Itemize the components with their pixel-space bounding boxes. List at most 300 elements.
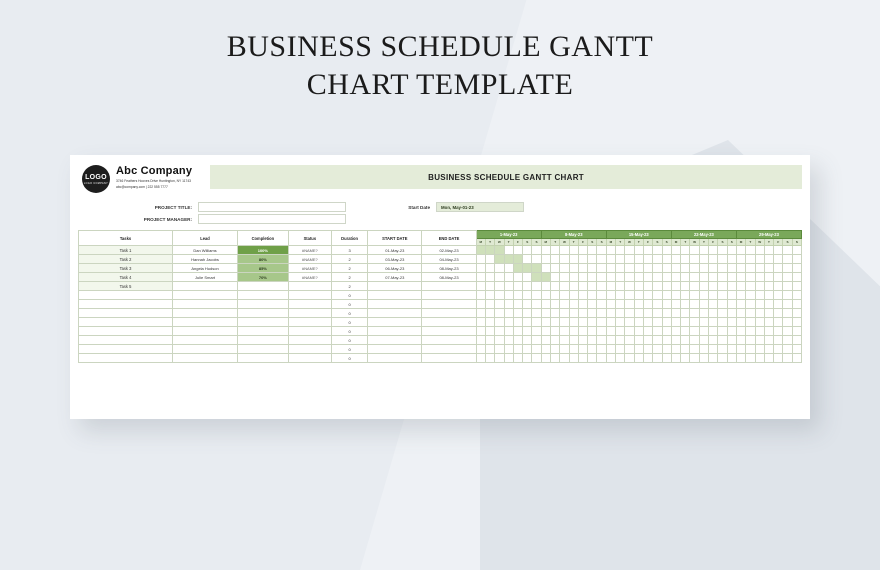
gantt-cell[interactable] — [560, 246, 569, 255]
gantt-cell[interactable] — [755, 309, 764, 318]
gantt-cell[interactable] — [616, 354, 625, 363]
cell-end-date[interactable] — [422, 300, 476, 309]
gantt-cell[interactable] — [495, 336, 504, 345]
gantt-cell[interactable] — [569, 291, 578, 300]
gantt-cell[interactable] — [709, 336, 718, 345]
gantt-cell[interactable] — [485, 282, 494, 291]
gantt-cell[interactable] — [653, 354, 662, 363]
gantt-cell[interactable] — [625, 264, 634, 273]
gantt-cell[interactable] — [699, 264, 708, 273]
gantt-cell[interactable] — [513, 255, 522, 264]
gantt-cell[interactable] — [653, 273, 662, 282]
gantt-cell[interactable] — [532, 255, 541, 264]
gantt-cell[interactable] — [616, 264, 625, 273]
gantt-cell[interactable] — [550, 282, 559, 291]
gantt-cell[interactable] — [504, 246, 513, 255]
gantt-cell[interactable] — [634, 291, 643, 300]
gantt-cell[interactable] — [606, 273, 615, 282]
cell-start-date[interactable]: 06-May-23 — [368, 264, 422, 273]
gantt-cell[interactable] — [662, 300, 671, 309]
gantt-cell[interactable] — [606, 309, 615, 318]
gantt-cell[interactable] — [792, 327, 801, 336]
gantt-cell[interactable] — [783, 264, 792, 273]
gantt-cell[interactable] — [727, 273, 736, 282]
gantt-cell[interactable] — [588, 309, 597, 318]
gantt-cell[interactable] — [746, 309, 755, 318]
gantt-cell[interactable] — [736, 327, 745, 336]
gantt-cell[interactable] — [634, 255, 643, 264]
gantt-cell[interactable] — [699, 300, 708, 309]
cell-end-date[interactable]: 08-May-23 — [422, 273, 476, 282]
gantt-cell[interactable] — [783, 255, 792, 264]
gantt-cell[interactable] — [513, 327, 522, 336]
gantt-cell[interactable] — [671, 327, 680, 336]
cell-status[interactable] — [288, 309, 331, 318]
gantt-cell[interactable] — [690, 246, 699, 255]
gantt-cell[interactable] — [718, 246, 727, 255]
gantt-cell[interactable] — [690, 354, 699, 363]
gantt-cell[interactable] — [755, 327, 764, 336]
gantt-cell[interactable] — [523, 327, 532, 336]
gantt-cell[interactable] — [476, 327, 485, 336]
gantt-cell[interactable] — [504, 264, 513, 273]
gantt-cell[interactable] — [671, 291, 680, 300]
gantt-cell[interactable] — [532, 246, 541, 255]
cell-completion[interactable] — [238, 345, 289, 354]
gantt-cell[interactable] — [588, 255, 597, 264]
gantt-cell[interactable] — [550, 327, 559, 336]
gantt-cell[interactable] — [718, 264, 727, 273]
gantt-cell[interactable] — [727, 336, 736, 345]
gantt-cell[interactable] — [588, 291, 597, 300]
gantt-cell[interactable] — [653, 282, 662, 291]
gantt-cell[interactable] — [625, 309, 634, 318]
gantt-cell[interactable] — [746, 264, 755, 273]
gantt-cell[interactable] — [532, 282, 541, 291]
gantt-cell[interactable] — [532, 300, 541, 309]
gantt-cell[interactable] — [774, 354, 783, 363]
cell-start-date[interactable] — [368, 327, 422, 336]
gantt-cell[interactable] — [662, 282, 671, 291]
gantt-cell[interactable] — [606, 282, 615, 291]
gantt-cell[interactable] — [523, 255, 532, 264]
cell-completion[interactable]: 85% — [238, 264, 289, 273]
gantt-cell[interactable] — [485, 318, 494, 327]
gantt-cell[interactable] — [495, 255, 504, 264]
gantt-cell[interactable] — [653, 255, 662, 264]
cell-end-date[interactable]: 02-May-23 — [422, 246, 476, 255]
table-row[interactable] — [79, 246, 802, 255]
cell-lead[interactable] — [172, 309, 237, 318]
gantt-cell[interactable] — [699, 291, 708, 300]
gantt-cell[interactable] — [550, 255, 559, 264]
cell-completion[interactable] — [238, 282, 289, 291]
gantt-cell[interactable] — [681, 318, 690, 327]
gantt-cell[interactable] — [709, 300, 718, 309]
gantt-cell[interactable] — [597, 264, 606, 273]
gantt-cell[interactable] — [709, 255, 718, 264]
cell-status[interactable] — [288, 345, 331, 354]
gantt-cell[interactable] — [495, 273, 504, 282]
gantt-cell[interactable] — [550, 354, 559, 363]
gantt-cell[interactable] — [643, 282, 652, 291]
gantt-cell[interactable] — [485, 327, 494, 336]
gantt-cell[interactable] — [783, 246, 792, 255]
gantt-cell[interactable] — [774, 282, 783, 291]
gantt-cell[interactable] — [541, 318, 550, 327]
gantt-cell[interactable] — [634, 327, 643, 336]
gantt-cell[interactable] — [550, 246, 559, 255]
gantt-cell[interactable] — [532, 309, 541, 318]
gantt-cell[interactable] — [588, 282, 597, 291]
gantt-cell[interactable] — [513, 273, 522, 282]
gantt-cell[interactable] — [699, 255, 708, 264]
gantt-cell[interactable] — [550, 291, 559, 300]
gantt-cell[interactable] — [746, 345, 755, 354]
cell-lead[interactable]: Dan Williams — [172, 246, 237, 255]
gantt-cell[interactable] — [718, 273, 727, 282]
gantt-cell[interactable] — [727, 354, 736, 363]
gantt-cell[interactable] — [709, 354, 718, 363]
cell-task[interactable] — [79, 291, 173, 300]
gantt-cell[interactable] — [699, 246, 708, 255]
gantt-cell[interactable] — [541, 300, 550, 309]
gantt-cell[interactable] — [523, 345, 532, 354]
gantt-cell[interactable] — [764, 282, 773, 291]
gantt-cell[interactable] — [764, 273, 773, 282]
cell-completion[interactable] — [238, 354, 289, 363]
gantt-cell[interactable] — [755, 246, 764, 255]
gantt-cell[interactable] — [541, 291, 550, 300]
gantt-cell[interactable] — [671, 273, 680, 282]
gantt-cell[interactable] — [709, 345, 718, 354]
table-row[interactable] — [79, 282, 802, 291]
gantt-cell[interactable] — [690, 282, 699, 291]
gantt-cell[interactable] — [569, 255, 578, 264]
gantt-cell[interactable] — [560, 336, 569, 345]
gantt-cell[interactable] — [643, 300, 652, 309]
gantt-cell[interactable] — [476, 318, 485, 327]
gantt-cell[interactable] — [783, 327, 792, 336]
gantt-cell[interactable] — [690, 300, 699, 309]
gantt-cell[interactable] — [681, 336, 690, 345]
gantt-cell[interactable] — [718, 291, 727, 300]
gantt-cell[interactable] — [560, 282, 569, 291]
gantt-cell[interactable] — [643, 345, 652, 354]
cell-duration[interactable]: 0 — [332, 336, 368, 345]
gantt-cell[interactable] — [727, 300, 736, 309]
gantt-cell[interactable] — [755, 264, 764, 273]
gantt-cell[interactable] — [625, 318, 634, 327]
gantt-cell[interactable] — [755, 336, 764, 345]
gantt-cell[interactable] — [709, 282, 718, 291]
gantt-cell[interactable] — [764, 264, 773, 273]
gantt-cell[interactable] — [783, 345, 792, 354]
gantt-cell[interactable] — [736, 273, 745, 282]
gantt-cell[interactable] — [495, 300, 504, 309]
gantt-cell[interactable] — [625, 345, 634, 354]
gantt-cell[interactable] — [541, 255, 550, 264]
table-row[interactable] — [79, 318, 802, 327]
cell-status[interactable] — [288, 354, 331, 363]
gantt-cell[interactable] — [653, 246, 662, 255]
cell-end-date[interactable]: 08-May-23 — [422, 264, 476, 273]
gantt-cell[interactable] — [718, 309, 727, 318]
gantt-cell[interactable] — [718, 345, 727, 354]
gantt-cell[interactable] — [764, 327, 773, 336]
gantt-cell[interactable] — [523, 246, 532, 255]
gantt-cell[interactable] — [476, 291, 485, 300]
gantt-cell[interactable] — [755, 318, 764, 327]
gantt-cell[interactable] — [532, 354, 541, 363]
cell-status[interactable]: #NAME? — [288, 255, 331, 264]
gantt-cell[interactable] — [616, 246, 625, 255]
gantt-cell[interactable] — [523, 264, 532, 273]
gantt-cell[interactable] — [476, 264, 485, 273]
gantt-cell[interactable] — [690, 264, 699, 273]
gantt-cell[interactable] — [504, 327, 513, 336]
gantt-cell[interactable] — [643, 336, 652, 345]
cell-completion[interactable] — [238, 327, 289, 336]
gantt-cell[interactable] — [532, 318, 541, 327]
gantt-cell[interactable] — [699, 318, 708, 327]
gantt-cell[interactable] — [783, 273, 792, 282]
gantt-cell[interactable] — [755, 354, 764, 363]
gantt-cell[interactable] — [727, 264, 736, 273]
gantt-cell[interactable] — [681, 282, 690, 291]
gantt-cell[interactable] — [625, 255, 634, 264]
gantt-cell[interactable] — [513, 318, 522, 327]
gantt-cell[interactable] — [755, 273, 764, 282]
gantt-cell[interactable] — [746, 300, 755, 309]
gantt-cell[interactable] — [792, 291, 801, 300]
gantt-cell[interactable] — [569, 273, 578, 282]
gantt-cell[interactable] — [578, 354, 587, 363]
gantt-cell[interactable] — [541, 282, 550, 291]
gantt-cell[interactable] — [569, 318, 578, 327]
gantt-cell[interactable] — [764, 345, 773, 354]
gantt-cell[interactable] — [643, 264, 652, 273]
cell-task[interactable]: Task 3 — [79, 264, 173, 273]
cell-end-date[interactable] — [422, 309, 476, 318]
gantt-cell[interactable] — [764, 309, 773, 318]
gantt-cell[interactable] — [736, 336, 745, 345]
cell-lead[interactable] — [172, 327, 237, 336]
gantt-cell[interactable] — [597, 282, 606, 291]
gantt-cell[interactable] — [532, 273, 541, 282]
cell-duration[interactable]: 0 — [332, 300, 368, 309]
gantt-cell[interactable] — [550, 345, 559, 354]
cell-duration[interactable]: 0 — [332, 309, 368, 318]
table-row[interactable] — [79, 273, 802, 282]
gantt-cell[interactable] — [616, 282, 625, 291]
gantt-cell[interactable] — [653, 336, 662, 345]
gantt-cell[interactable] — [755, 255, 764, 264]
cell-start-date[interactable]: 01-May-23 — [368, 246, 422, 255]
gantt-cell[interactable] — [671, 246, 680, 255]
gantt-cell[interactable] — [560, 255, 569, 264]
gantt-cell[interactable] — [616, 336, 625, 345]
table-row[interactable] — [79, 291, 802, 300]
gantt-cell[interactable] — [709, 327, 718, 336]
gantt-cell[interactable] — [504, 354, 513, 363]
gantt-cell[interactable] — [597, 354, 606, 363]
gantt-cell[interactable] — [550, 300, 559, 309]
gantt-cell[interactable] — [578, 318, 587, 327]
gantt-cell[interactable] — [578, 246, 587, 255]
project-title-input[interactable] — [198, 202, 346, 212]
gantt-cell[interactable] — [569, 282, 578, 291]
gantt-cell[interactable] — [792, 255, 801, 264]
gantt-cell[interactable] — [634, 309, 643, 318]
cell-start-date[interactable] — [368, 345, 422, 354]
gantt-cell[interactable] — [718, 300, 727, 309]
gantt-cell[interactable] — [709, 246, 718, 255]
cell-completion[interactable]: 80% — [238, 255, 289, 264]
gantt-cell[interactable] — [541, 336, 550, 345]
gantt-cell[interactable] — [671, 309, 680, 318]
gantt-cell[interactable] — [681, 354, 690, 363]
gantt-cell[interactable] — [736, 255, 745, 264]
gantt-cell[interactable] — [578, 255, 587, 264]
gantt-cell[interactable] — [792, 345, 801, 354]
gantt-cell[interactable] — [755, 345, 764, 354]
gantt-cell[interactable] — [625, 282, 634, 291]
gantt-cell[interactable] — [643, 255, 652, 264]
gantt-cell[interactable] — [578, 309, 587, 318]
gantt-cell[interactable] — [662, 273, 671, 282]
cell-completion[interactable]: 100% — [238, 246, 289, 255]
gantt-cell[interactable] — [504, 282, 513, 291]
gantt-cell[interactable] — [625, 273, 634, 282]
gantt-cell[interactable] — [485, 309, 494, 318]
gantt-cell[interactable] — [504, 273, 513, 282]
cell-end-date[interactable]: 04-May-23 — [422, 255, 476, 264]
gantt-cell[interactable] — [523, 282, 532, 291]
gantt-cell[interactable] — [588, 345, 597, 354]
gantt-cell[interactable] — [634, 336, 643, 345]
cell-status[interactable] — [288, 300, 331, 309]
gantt-cell[interactable] — [616, 345, 625, 354]
gantt-cell[interactable] — [690, 255, 699, 264]
gantt-cell[interactable] — [541, 273, 550, 282]
gantt-cell[interactable] — [783, 336, 792, 345]
gantt-cell[interactable] — [792, 246, 801, 255]
cell-duration[interactable]: 0 — [332, 291, 368, 300]
cell-duration[interactable]: 0 — [332, 354, 368, 363]
cell-status[interactable] — [288, 318, 331, 327]
gantt-cell[interactable] — [606, 345, 615, 354]
gantt-cell[interactable] — [523, 336, 532, 345]
cell-status[interactable] — [288, 282, 331, 291]
gantt-cell[interactable] — [606, 318, 615, 327]
gantt-cell[interactable] — [597, 336, 606, 345]
gantt-cell[interactable] — [774, 345, 783, 354]
gantt-cell[interactable] — [560, 273, 569, 282]
gantt-cell[interactable] — [764, 255, 773, 264]
gantt-cell[interactable] — [774, 273, 783, 282]
gantt-cell[interactable] — [727, 282, 736, 291]
gantt-cell[interactable] — [783, 318, 792, 327]
gantt-cell[interactable] — [764, 354, 773, 363]
gantt-cell[interactable] — [718, 354, 727, 363]
cell-start-date[interactable] — [368, 354, 422, 363]
cell-status[interactable]: #NAME? — [288, 246, 331, 255]
gantt-cell[interactable] — [513, 282, 522, 291]
gantt-cell[interactable] — [588, 336, 597, 345]
gantt-cell[interactable] — [606, 300, 615, 309]
gantt-cell[interactable] — [606, 336, 615, 345]
gantt-cell[interactable] — [578, 327, 587, 336]
gantt-cell[interactable] — [634, 246, 643, 255]
gantt-cell[interactable] — [495, 246, 504, 255]
gantt-cell[interactable] — [662, 255, 671, 264]
gantt-cell[interactable] — [634, 300, 643, 309]
gantt-cell[interactable] — [560, 354, 569, 363]
cell-task[interactable] — [79, 309, 173, 318]
gantt-cell[interactable] — [662, 246, 671, 255]
cell-completion[interactable]: 70% — [238, 273, 289, 282]
gantt-cell[interactable] — [783, 291, 792, 300]
gantt-cell[interactable] — [783, 354, 792, 363]
gantt-cell[interactable] — [532, 264, 541, 273]
gantt-cell[interactable] — [653, 318, 662, 327]
gantt-cell[interactable] — [597, 327, 606, 336]
cell-end-date[interactable] — [422, 318, 476, 327]
gantt-cell[interactable] — [727, 246, 736, 255]
gantt-cell[interactable] — [523, 354, 532, 363]
cell-end-date[interactable] — [422, 282, 476, 291]
cell-start-date[interactable]: 07-May-23 — [368, 273, 422, 282]
cell-start-date[interactable] — [368, 318, 422, 327]
gantt-cell[interactable] — [662, 264, 671, 273]
cell-lead[interactable]: Hannah Jacobs — [172, 255, 237, 264]
gantt-cell[interactable] — [709, 273, 718, 282]
gantt-cell[interactable] — [681, 327, 690, 336]
gantt-cell[interactable] — [597, 246, 606, 255]
gantt-cell[interactable] — [550, 309, 559, 318]
gantt-cell[interactable] — [671, 336, 680, 345]
gantt-cell[interactable] — [709, 309, 718, 318]
gantt-cell[interactable] — [560, 264, 569, 273]
gantt-cell[interactable] — [774, 300, 783, 309]
gantt-cell[interactable] — [681, 345, 690, 354]
gantt-cell[interactable] — [653, 300, 662, 309]
gantt-cell[interactable] — [718, 336, 727, 345]
gantt-cell[interactable] — [718, 318, 727, 327]
gantt-cell[interactable] — [513, 291, 522, 300]
cell-duration[interactable]: 2 — [332, 255, 368, 264]
gantt-cell[interactable] — [727, 291, 736, 300]
gantt-cell[interactable] — [513, 309, 522, 318]
cell-lead[interactable] — [172, 345, 237, 354]
cell-duration[interactable]: 2 — [332, 282, 368, 291]
cell-end-date[interactable] — [422, 327, 476, 336]
gantt-cell[interactable] — [485, 291, 494, 300]
cell-status[interactable]: #NAME? — [288, 273, 331, 282]
cell-lead[interactable] — [172, 300, 237, 309]
gantt-cell[interactable] — [718, 282, 727, 291]
gantt-cell[interactable] — [578, 300, 587, 309]
cell-start-date[interactable] — [368, 336, 422, 345]
gantt-cell[interactable] — [625, 327, 634, 336]
gantt-cell[interactable] — [485, 246, 494, 255]
gantt-cell[interactable] — [764, 336, 773, 345]
gantt-cell[interactable] — [774, 291, 783, 300]
cell-status[interactable] — [288, 327, 331, 336]
gantt-cell[interactable] — [774, 327, 783, 336]
gantt-cell[interactable] — [727, 309, 736, 318]
